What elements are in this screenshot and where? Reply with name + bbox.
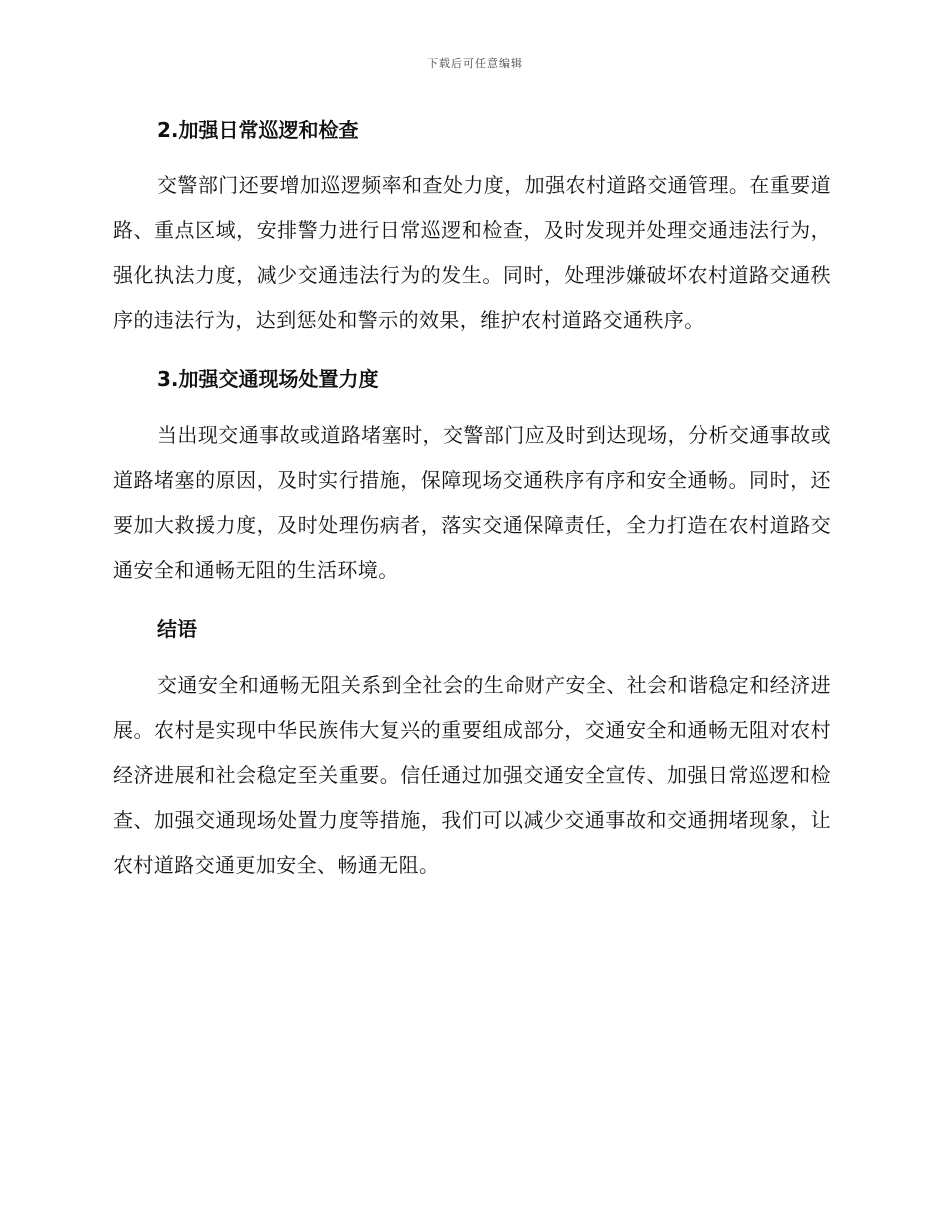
section-paragraph-patrol: 交警部门还要增加巡逻频率和查处力度，加强农村道路交通管理。在重要道路、重点区域，安排警力进行日常巡逻和检查，及时发现并处理交通违法行为，强化执法力度，减少交通违法行为的发生。同时，处理涉嫌破坏农村道路交通秩序的违法行为，达到惩处和警示的效果，维护农村道路交通秩序。 [113, 173, 831, 332]
section-paragraph-onsite: 当出现交通事故或道路堵塞时，交警部门应及时到达现场，分析交通事故或道路堵塞的原因，及时实行措施，保障现场交通秩序有序和安全通畅。同时，还要加大救援力度，及时处理伤病者，落实交通保障责任，全力打造在农村道路交通安全和通畅无阻的生活环境。 [113, 423, 831, 582]
section-paragraph-conclusion: 交通安全和通畅无阻关系到全社会的生命财产安全、社会和谐稳定和经济进展。农村是实现中华民族伟大复兴的重要组成部分，交通安全和通畅无阻对农村经济进展和社会稳定至关重要。信任通过加强交通安全宣传、加强日常巡逻和检查、加强交通现场处置力度等措施，我们可以减少交通事故和交通拥堵现象，让农村道路交通更加安全、畅通无阻。 [113, 673, 831, 877]
document-body [113, 112, 831, 888]
section-heading-patrol: 2.加强日常巡逻和检查 [157, 118, 359, 142]
header-note: 下载后可任意编辑 [427, 57, 523, 70]
section-heading-conclusion: 结语 [157, 617, 197, 641]
section-heading-onsite: 3.加强交通现场处置力度 [157, 367, 379, 391]
